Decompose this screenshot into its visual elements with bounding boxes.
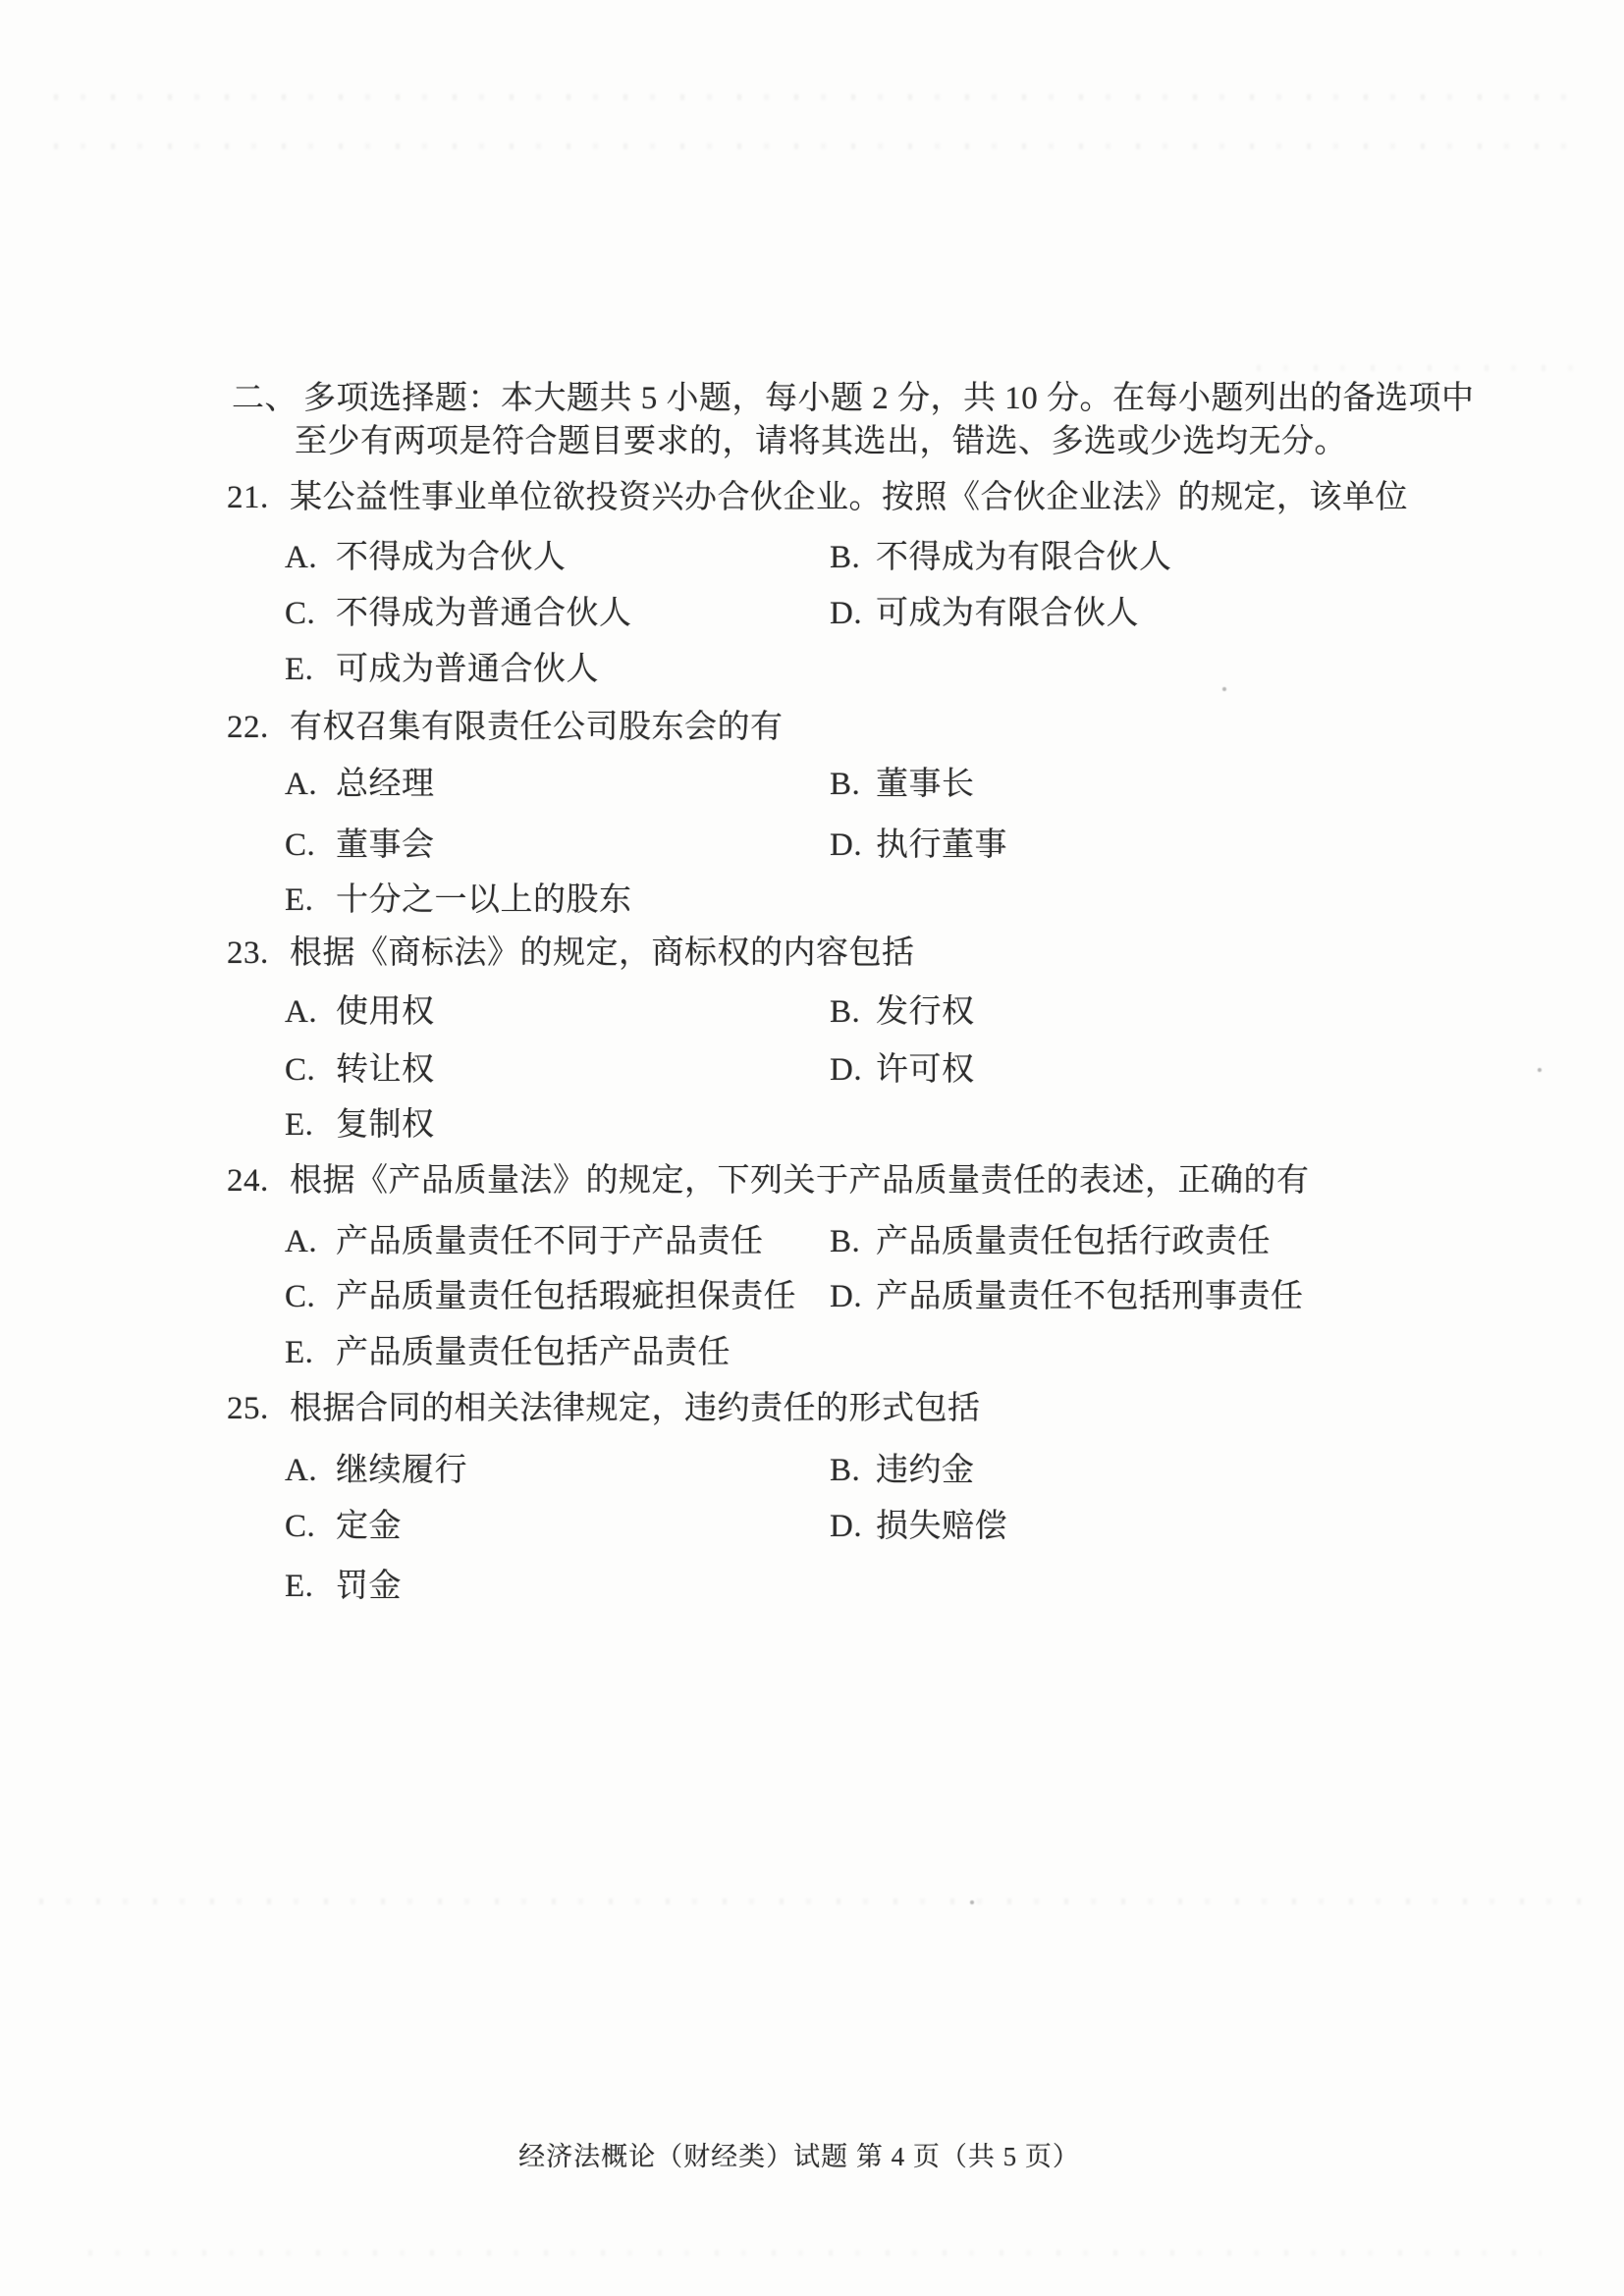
option-a-letter: A.: [285, 767, 318, 802]
scan-speck: [970, 1900, 974, 1904]
option-d-text: 许可权: [876, 1052, 975, 1088]
option-b-letter: B.: [830, 994, 861, 1030]
option-c-text: 定金: [336, 1509, 402, 1544]
option-d-letter: D.: [830, 1052, 863, 1088]
option-e: [285, 1333, 731, 1372]
option-d-letter: D.: [830, 1279, 863, 1314]
question-stem: 根据合同的相关法律规定，违约责任的形式包括: [290, 1391, 981, 1426]
option-b-text: 发行权: [876, 994, 975, 1030]
option-d-text: 执行董事: [876, 828, 1007, 863]
question-number: 22.: [227, 710, 269, 745]
option-e-text: 复制权: [336, 1107, 435, 1143]
option-a-text: 产品质量责任不同于产品责任: [336, 1224, 764, 1259]
option-a-letter: A.: [285, 540, 318, 575]
option-d: [830, 826, 1007, 865]
option-b-text: 董事长: [876, 767, 975, 802]
option-e-letter: E.: [285, 1335, 314, 1370]
option-c: [285, 1277, 796, 1316]
option-b: [830, 1222, 1271, 1261]
scan-noise-band: [39, 1898, 1591, 1904]
option-e: [285, 1105, 435, 1145]
option-a-text: 使用权: [336, 994, 435, 1030]
option-e-letter: E.: [285, 652, 314, 687]
question-stem: 根据《商标法》的规定，商标权的内容包括: [290, 935, 915, 971]
question-stem: 根据《产品质量法》的规定，下列关于产品质量责任的表述，正确的有: [290, 1163, 1310, 1199]
option-b-letter: B.: [830, 540, 861, 575]
option-a-letter: A.: [285, 994, 318, 1030]
option-a-text: 总经理: [336, 767, 435, 802]
option-b: [830, 1451, 975, 1490]
option-c-text: 不得成为普通合伙人: [336, 596, 632, 631]
option-c-letter: C.: [285, 1052, 316, 1088]
option-a: [285, 538, 567, 577]
option-a-letter: A.: [285, 1453, 318, 1488]
scan-noise-band: [54, 143, 1571, 149]
option-a: [285, 992, 435, 1032]
scan-noise-band: [1257, 365, 1581, 371]
option-d-letter: D.: [830, 828, 863, 863]
option-b: [830, 538, 1172, 577]
option-b-letter: B.: [830, 1224, 861, 1259]
option-a: [285, 1451, 467, 1490]
option-c: [285, 594, 632, 633]
question-number: 25.: [227, 1391, 269, 1426]
option-c: [285, 826, 435, 865]
option-a: [285, 765, 435, 804]
option-e-text: 罚金: [336, 1569, 402, 1604]
option-e-letter: E.: [285, 1569, 314, 1604]
option-c: [285, 1050, 435, 1090]
option-c-letter: C.: [285, 596, 316, 631]
option-a: [285, 1222, 764, 1261]
option-d-text: 产品质量责任不包括刑事责任: [876, 1279, 1304, 1314]
option-c-text: 董事会: [336, 828, 435, 863]
question-stem: 某公益性事业单位欲投资兴办合伙企业。按照《合伙企业法》的规定，该单位: [290, 480, 1408, 515]
option-d-text: 损失赔偿: [876, 1509, 1007, 1544]
page-footer: 经济法概论（财经类）试题 第 4 页（共 5 页）: [518, 2142, 1080, 2171]
option-e-text: 可成为普通合伙人: [336, 652, 599, 687]
option-a-text: 不得成为合伙人: [336, 540, 567, 575]
option-d: [830, 1050, 975, 1090]
scan-noise-band: [54, 94, 1571, 100]
section-instructions-line-2: 至少有两项是符合题目要求的，请将其选出，错选、多选或少选均无分。: [295, 424, 1347, 459]
option-b: [830, 765, 975, 804]
option-d-text: 可成为有限合伙人: [876, 596, 1139, 631]
option-b-letter: B.: [830, 767, 861, 802]
option-e: [285, 650, 599, 689]
question-stem: 有权召集有限责任公司股东会的有: [290, 710, 784, 745]
option-d: [830, 1277, 1304, 1316]
option-c-letter: C.: [285, 1509, 316, 1544]
option-d: [830, 1507, 1007, 1546]
option-a-letter: A.: [285, 1224, 318, 1259]
option-b-text: 不得成为有限合伙人: [876, 540, 1172, 575]
section-instructions-line-1: 多项选择题：本大题共 5 小题，每小题 2 分，共 10 分。在每小题列出的备选项中: [303, 381, 1475, 416]
option-d: [830, 594, 1139, 633]
scan-speck: [1538, 1068, 1542, 1072]
scan-speck: [1222, 687, 1226, 691]
option-d-letter: D.: [830, 596, 863, 631]
option-c-letter: C.: [285, 1279, 316, 1314]
option-e-letter: E.: [285, 1107, 314, 1143]
section-number-label: 二、: [232, 381, 298, 416]
option-c-text: 转让权: [336, 1052, 435, 1088]
option-d-letter: D.: [830, 1509, 863, 1544]
option-b-text: 违约金: [876, 1453, 975, 1488]
option-a-text: 继续履行: [336, 1453, 467, 1488]
option-c-text: 产品质量责任包括瑕疵担保责任: [336, 1279, 796, 1314]
option-e-text: 十分之一以上的股东: [336, 882, 632, 918]
option-e: [285, 881, 632, 920]
option-e-text: 产品质量责任包括产品责任: [336, 1335, 731, 1370]
option-c: [285, 1507, 402, 1546]
option-c-letter: C.: [285, 828, 316, 863]
scan-noise-band: [88, 2250, 1542, 2256]
option-b: [830, 992, 975, 1032]
question-number: 23.: [227, 935, 269, 971]
question-number: 21.: [227, 480, 269, 515]
option-b-letter: B.: [830, 1453, 861, 1488]
option-e: [285, 1567, 402, 1606]
option-e-letter: E.: [285, 882, 314, 918]
question-number: 24.: [227, 1163, 269, 1199]
option-b-text: 产品质量责任包括行政责任: [876, 1224, 1271, 1259]
